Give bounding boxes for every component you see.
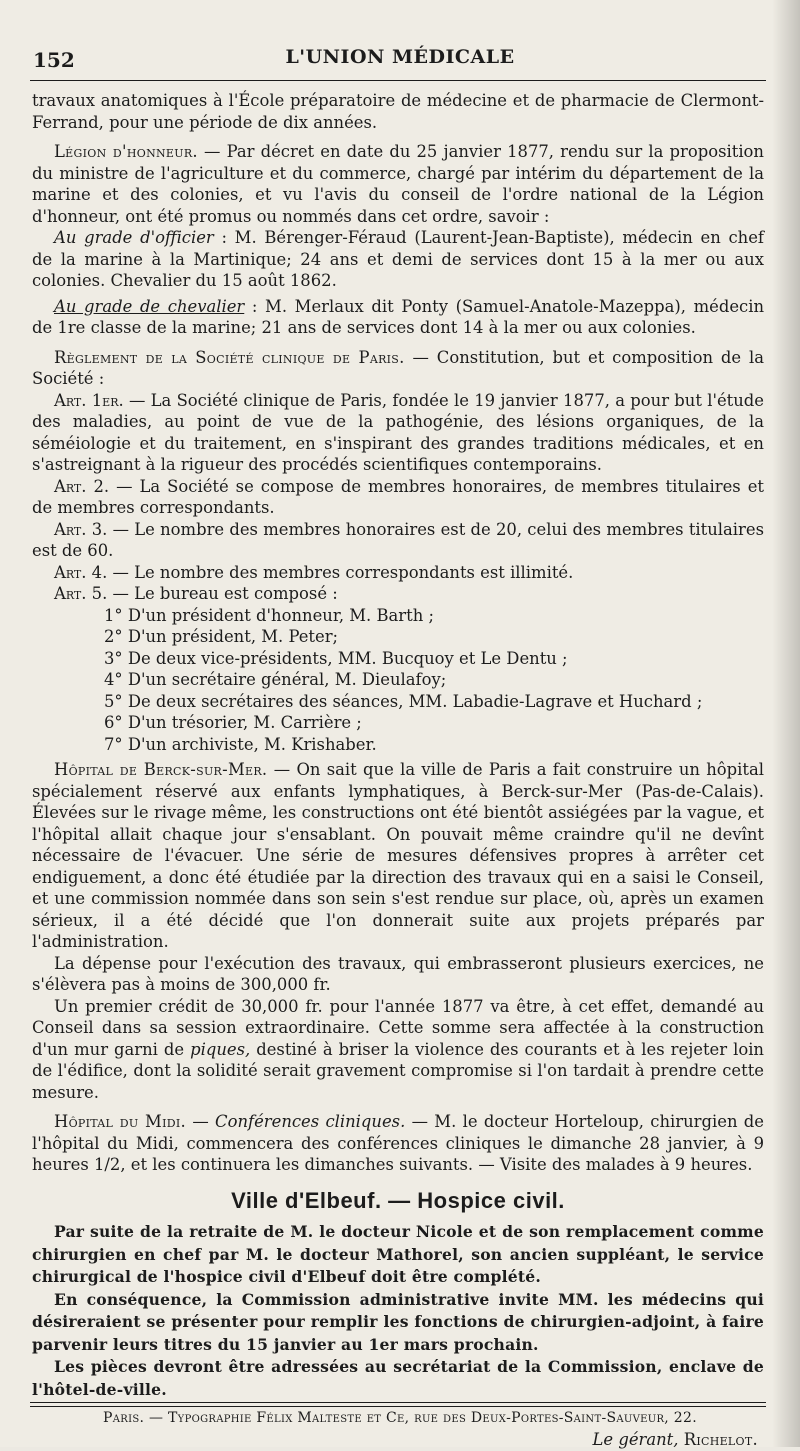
bureau-item: 4° D'un secrétaire général, M. Dieulafoy; [104,670,447,689]
reglement-paragraph [32,347,764,390]
notice-title: Ville d'Elbeuf. — Hospice civil. [231,1187,565,1213]
continuation-paragraph: travaux anatomiques à l'École préparatoire de médecine et de pharmacie de Clermont-Ferrand, pour une période de dix années. [32,91,764,132]
page-spine-shadow [772,0,800,1447]
article-5 [32,583,764,605]
officier-text: : M. Bérenger-Féraud (Laurent-Jean-Baptiste), médecin en chef de la marine à la Martinique; 24 ans et demi de services dont 15 à la mer ou aux colonies. Chevalier du 15 août 1862. [32,228,764,290]
chevalier-text: : M. Merlaux dit Ponty (Samuel-Anatole-Mazeppa), médecin de 1re classe de la marine; 21 ans de services dont 14 à la mer ou aux colonies. [32,296,765,337]
article-2 [32,476,764,519]
article-text: — Le nombre des membres honoraires est de 20, celui des membres titulaires est de 60. [32,519,764,560]
article-text: — Le nombre des membres correspondants est illimité. [107,562,574,582]
berck-credit-text-end: destiné à briser la violence des courants et à les rejeter loin de l'édifice, dont la solidité serait gravement compromise si l'on tardait à prendre cette mesure. [32,1039,764,1102]
page-header [0,0,800,90]
elbeuf-notice [32,1187,764,1402]
berck-credit-paragraph [32,996,764,1104]
reglement-text: — Constitution, but et composition de la Société : [32,347,764,388]
notice-paragraph: Par suite de la retraite de M. le docteur Nicole et de son remplacement comme chirurgien en chef par M. le docteur Mathorel, son ancien suppléant, le service chirurgical de l'hospice civil d'Elbeuf doit être complété. [32,1222,764,1286]
legion-paragraph [32,141,764,227]
piques-word: piques, [190,1039,251,1059]
footer-rule [30,1402,766,1403]
header-rule [30,80,766,81]
notice-paragraph: En conséquence, la Commission administrative invite MM. les médecins qui désireraient se présenter pour remplir les fonctions de chirurgien-adjoint, à faire parvenir leurs titres du 15 janvier au 1er mars prochain. [32,1289,764,1354]
printer-imprint: Paris. — Typographie Félix Malteste et Ce, rue des Deux-Portes-Saint-Sauveur, 22. [103,1410,697,1426]
page-number: 152 [33,48,75,72]
bureau-item: 2° D'un président, M. Peter; [104,627,339,646]
article-label: Art. 1er. [54,390,124,410]
chevalier-label: Au grade de chevalier [54,296,245,316]
signature-label: Le gérant, [592,1430,679,1449]
berck-heading: Hôpital de Berck-sur-Mer. [54,760,268,779]
signature [32,1429,764,1451]
bureau-item: 5° De deux secrétaires des séances, MM. Labadie-Lagrave et Huchard ; [104,691,703,711]
article-text: — Le bureau est composé : [107,584,338,603]
berck-cost-paragraph: La dépense pour l'exécution des travaux, qui embrasseront plusieurs exercices, ne s'élèvera pas à moins de 300,000 fr. [32,953,764,994]
bureau-item: 7° D'un archiviste, M. Krishaber. [104,734,377,754]
article-body [32,90,764,1451]
footer-rule-thin [30,1406,766,1407]
notice-paragraph: Les pièces devront être adressées au secrétariat de la Commission, enclave de l'hôtel-de-ville. [32,1357,764,1399]
article-4 [32,562,764,584]
midi-dash: — [186,1112,216,1131]
berck-paragraph [32,759,764,953]
midi-heading: Hôpital du Midi. [54,1112,187,1131]
bureau-item: 3° De deux vice-présidents, MM. Bucquoy et Le Dentu ; [104,648,568,668]
article-text: — La Société se compose de membres honoraires, de membres titulaires et de membres correspondants. [32,476,764,517]
officier-paragraph [32,227,764,292]
berck-text: — On sait que la ville de Paris a fait construire un hôpital spécialement réservé aux enfants lymphatiques, à Berck-sur-Mer (Pas-de-Calais). Élevées sur le rivage même, les constructions ont été bientôt assiégées par la vague, et l'hôpital allait chaque jour s'ensablant. On pouvait même craindre qu'il ne devînt nécessaire de l'évacuer. Une série de mesures défensives propres à arrêter cet endiguement, a donc été étudiée par la direction des travaux qui en a saisi le Conseil, et une commission nommée dans son sein s'est rendue sur place, où, après un examen sérieux, il a été décidé que l'on donnerait suite aux projets préparés par l'administration. [32,760,764,951]
legion-text: — Par décret en date du 25 janvier 1877, rendu sur la proposition du ministre de l'agriculture et du commerce, chargé par intérim du département de la marine et des colonies, et vu l'avis du conseil de l'ordre national de la Légion d'honneur, ont été promus ou nommés dans cet ordre, savoir : [32,142,764,226]
midi-subtitle: Conférences cliniques. [215,1112,406,1131]
officier-label: Au grade d'officier [54,228,214,247]
article-label: Art. 4. [54,562,108,582]
bureau-item: 6° D'un trésorier, M. Carrière ; [104,713,362,732]
reglement-heading: Règlement de la Société clinique de Paris. [54,347,405,367]
bureau-item: 1° D'un président d'honneur, M. Barth ; [104,605,435,625]
signature-name: Richelot. [683,1430,758,1449]
running-title: L'UNION MÉDICALE [285,46,515,68]
article-3 [32,519,764,562]
chevalier-paragraph [32,296,764,339]
article-label: Art. 3. [54,519,108,539]
article-text: — La Société clinique de Paris, fondée le 19 janvier 1877, a pour but l'étude des maladies, au point de vue de la pathogénie, des lésions organiques, de la séméiologie et du traitement, en s'inspirant des grandes traditions médicales, et en s'astreignant à la rigueur des procédés scientifiques contemporains. [32,390,764,474]
article-1 [32,390,764,476]
legion-heading: Légion d'honneur. [54,142,198,161]
berck-credit-text: Un premier crédit de 30,000 fr. pour l'année 1877 va être, à cet effet, demandé au Conseil dans sa session extraordinaire. Cette somme sera affectée à la construction d'un mur garni de [32,996,764,1059]
article-label: Art. 2. [54,476,110,496]
midi-text: — M. le docteur Horteloup, chirurgien de l'hôpital du Midi, commencera des conférences cliniques le dimanche 28 janvier, à 9 heures 1/2, et les continuera les dimanches suivants. — Visite des malades à 9 heures. [32,1112,764,1174]
article-label: Art. 5. [54,584,108,603]
midi-paragraph [32,1111,764,1176]
